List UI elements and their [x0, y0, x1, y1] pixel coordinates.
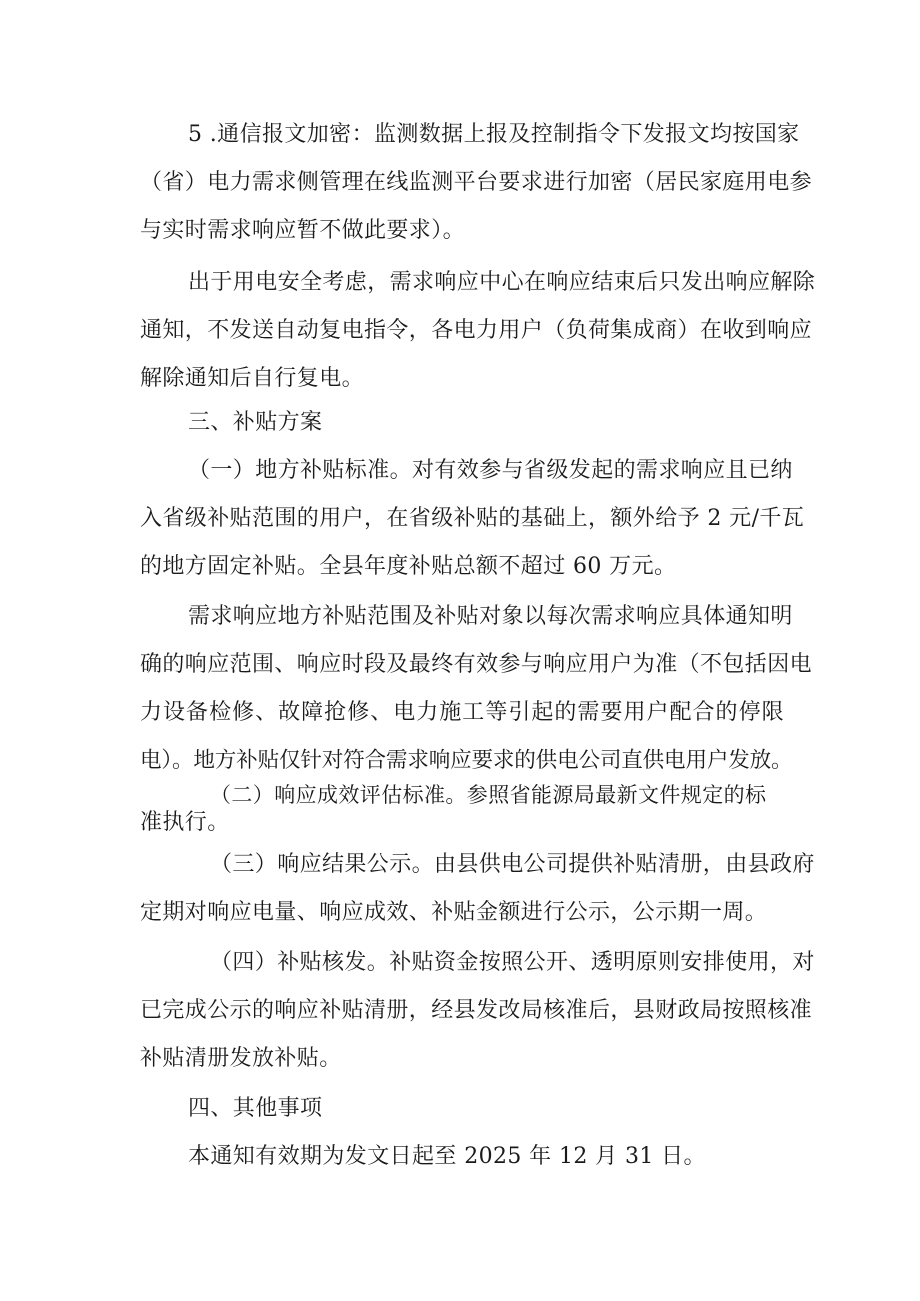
- section-heading-other: 四、其他事项: [188, 1096, 323, 1121]
- para-3-line-2: 定期对响应电量、响应成效、补贴金额进行公示，公示期一周。: [140, 900, 768, 925]
- para-safety-line-1: 出于用电安全考虑，需求响应中心在响应结束后只发出响应解除: [188, 270, 816, 295]
- para-scope-line-2: 确的响应范围、响应时段及最终有效参与响应用户为准（不包括因电: [140, 652, 813, 677]
- para-5-line-2: （省）电力需求侧管理在线监测平台要求进行加密（居民家庭用电参: [140, 170, 813, 195]
- para-scope-line-4: 电）。地方补贴仅针对符合需求响应要求的供电公司直供电用户发放。: [140, 748, 793, 773]
- para-scope-line-3: 力设备检修、故障抢修、电力施工等引起的需要用户配合的停限: [140, 700, 784, 725]
- para-3-line-1: （三）响应结果公示。由县供电公司提供补贴清册，由县政府: [210, 852, 815, 877]
- para-4-line-1: （四）补贴核发。补贴资金按照公开、透明原则安排使用，对: [210, 950, 815, 975]
- para-validity: 本通知有效期为发文日起至 2025 年 12 月 31 日。: [188, 1144, 706, 1169]
- para-1-line-1: （一）地方补贴标准。对有效参与省级发起的需求响应且已纳: [188, 458, 793, 483]
- para-5-line-3: 与实时需求响应暂不做此要求）。: [140, 218, 466, 243]
- para-safety-line-2: 通知，不发送自动复电指令，各电力用户（负荷集成商）在收到响应: [140, 318, 813, 343]
- para-5-line-1: 5 .通信报文加密：监测数据上报及控制指令下发报文均按国家: [188, 122, 800, 147]
- para-4-line-2: 已完成公示的响应补贴清册，经县发改局核准后，县财政局按照核准: [140, 998, 813, 1023]
- para-scope-line-1: 需求响应地方补贴范围及补贴对象以每次需求响应具体通知明: [188, 604, 793, 629]
- para-2-line-2: 准执行。: [140, 810, 230, 835]
- para-1-line-2: 入省级补贴范围的用户，在省级补贴的基础上，额外给予 2 元/千瓦: [140, 506, 805, 531]
- section-heading-subsidy: 三、补贴方案: [188, 410, 323, 435]
- para-4-line-3: 补贴清册发放补贴。: [140, 1046, 342, 1071]
- para-safety-line-3: 解除通知后自行复电。: [140, 366, 365, 391]
- para-2-line-1: （二）响应成效评估标准。参照省能源局最新文件规定的标: [210, 783, 767, 807]
- para-1-line-3: 的地方固定补贴。全县年度补贴总额不超过 60 万元。: [140, 554, 677, 579]
